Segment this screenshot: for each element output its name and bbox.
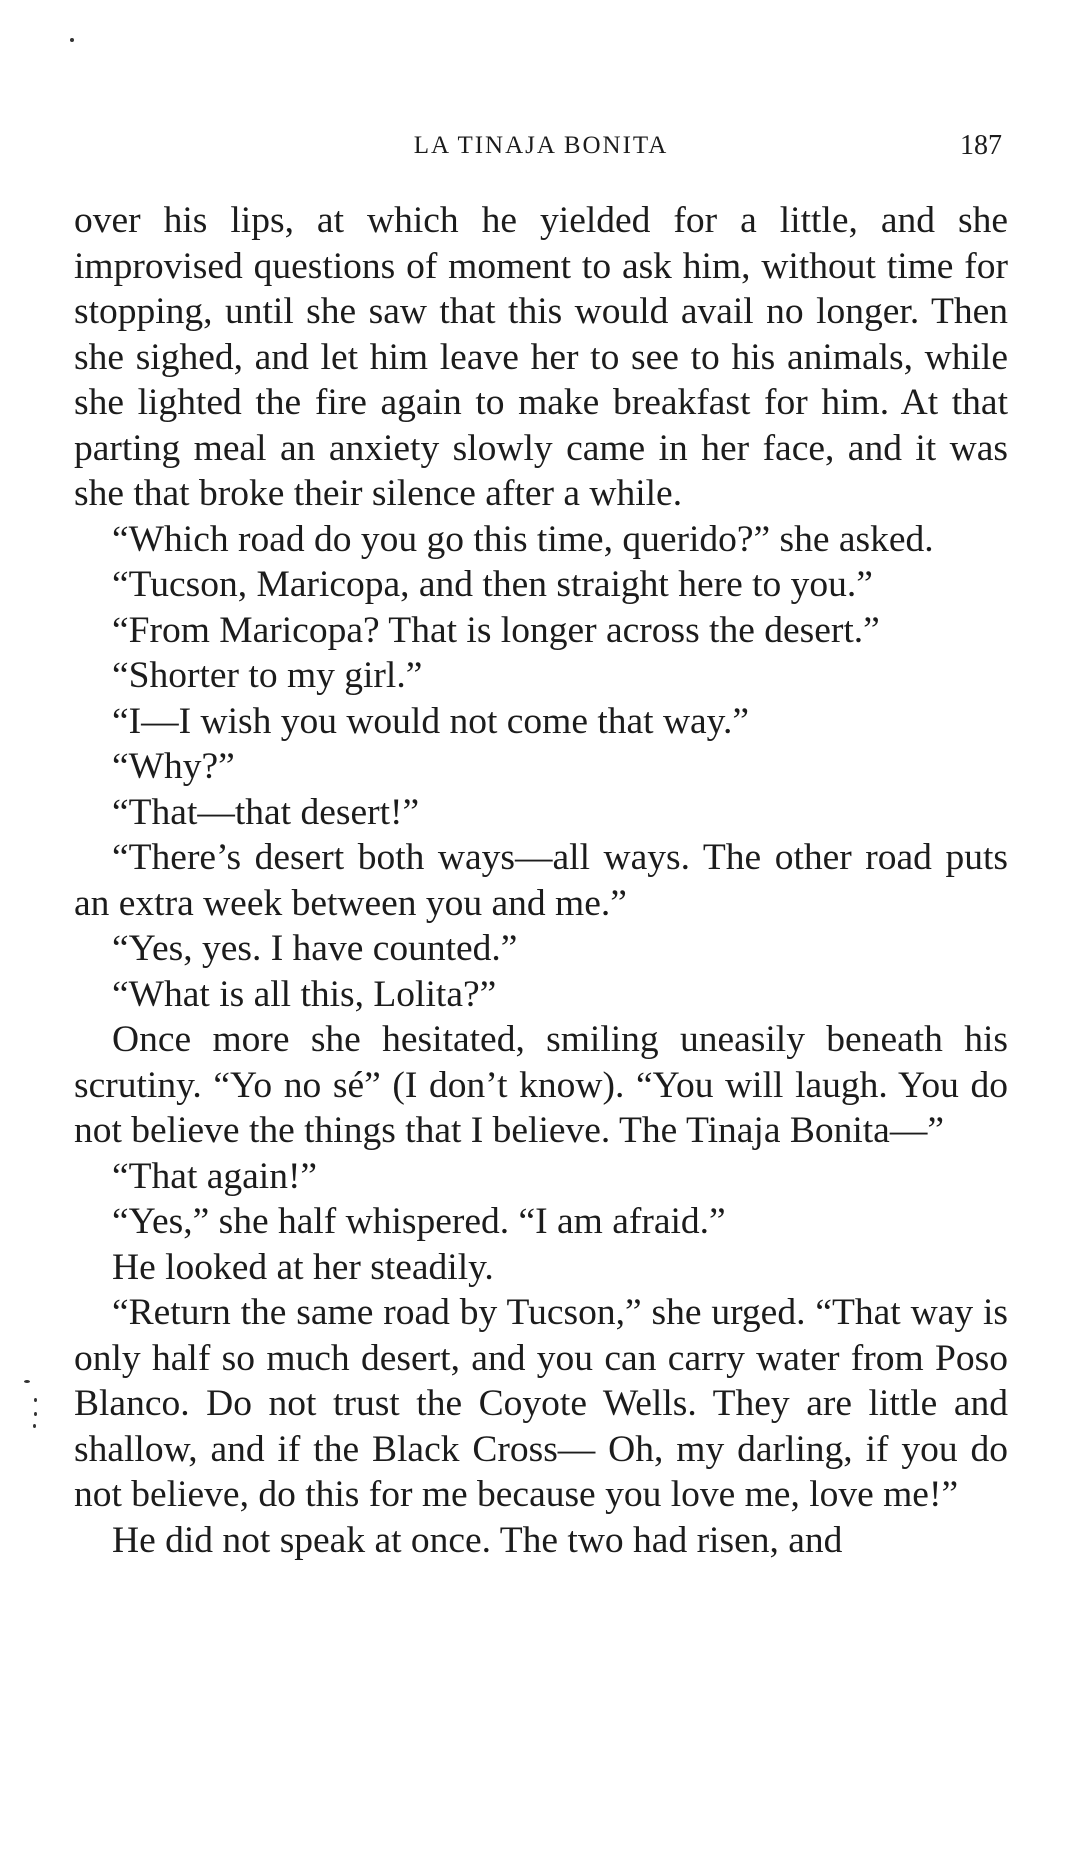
paragraph: He looked at her steadily. — [112, 1246, 494, 1288]
running-title: LA TINAJA BONITA — [413, 132, 669, 159]
stray-ink-mark — [34, 1398, 37, 1402]
stray-ink-mark — [24, 1380, 30, 1383]
paragraph: “Shorter to my girl.” — [112, 655, 423, 696]
paragraph: over his lips, at which he yielded for a little, and she improvised questions of moment to ask him, without time for stopping, until she saw that this would avail no longer. Then she sighed, and let him leave her to see to his animals, while she lighted the fire again to make breakfast for him. At that parting meal an anxiety slowly came in her face, and it was she that broke their silence after a while. — [74, 200, 1008, 514]
stray-ink-mark — [34, 1412, 37, 1416]
paragraph: “Return the same road by Tucson,” she urged. “That way is only half so much desert, and you can carry water from Poso Blanco. Do not trust the Coyote Wells. They are little and shallow, and if the Black Cross— Oh, my darling, if you do not believe, do this for me because you love me, love me!” — [74, 1292, 1008, 1515]
stray-ink-mark — [70, 38, 74, 42]
paragraph: “There’s desert both ways—all ways. The other road puts an extra week between you and me.” — [74, 837, 1008, 924]
running-header — [74, 126, 1008, 166]
paragraph: He did not speak at once. The two had risen, and — [112, 1519, 843, 1561]
paragraph: “Why?” — [112, 746, 235, 787]
paragraph: “I—I wish you would not come that way.” — [112, 700, 750, 742]
body-text — [74, 198, 1008, 1563]
paragraph: “Tucson, Maricopa, and then straight here to you.” — [112, 564, 873, 605]
paragraph: “Yes, yes. I have counted.” — [112, 928, 518, 969]
paragraph: Once more she hesitated, smiling uneasily beneath his scrutiny. “Yo no sé” (I don’t know). “You will laugh. You do not believe the things that I believe. The Tinaja Bonita—” — [74, 1019, 1008, 1151]
paragraph: “Which road do you go this time, querido?” she asked. — [112, 518, 934, 560]
page-number: 187 — [960, 130, 1002, 161]
paragraph: “Yes,” she half whispered. “I am afraid.” — [112, 1201, 726, 1242]
paragraph: “What is all this, Lolita?” — [112, 973, 497, 1015]
paragraph: “That—that desert!” — [112, 791, 420, 833]
paragraph: “From Maricopa? That is longer across the desert.” — [112, 609, 880, 651]
paragraph: “That again!” — [112, 1155, 318, 1197]
stray-ink-mark — [33, 1424, 36, 1428]
